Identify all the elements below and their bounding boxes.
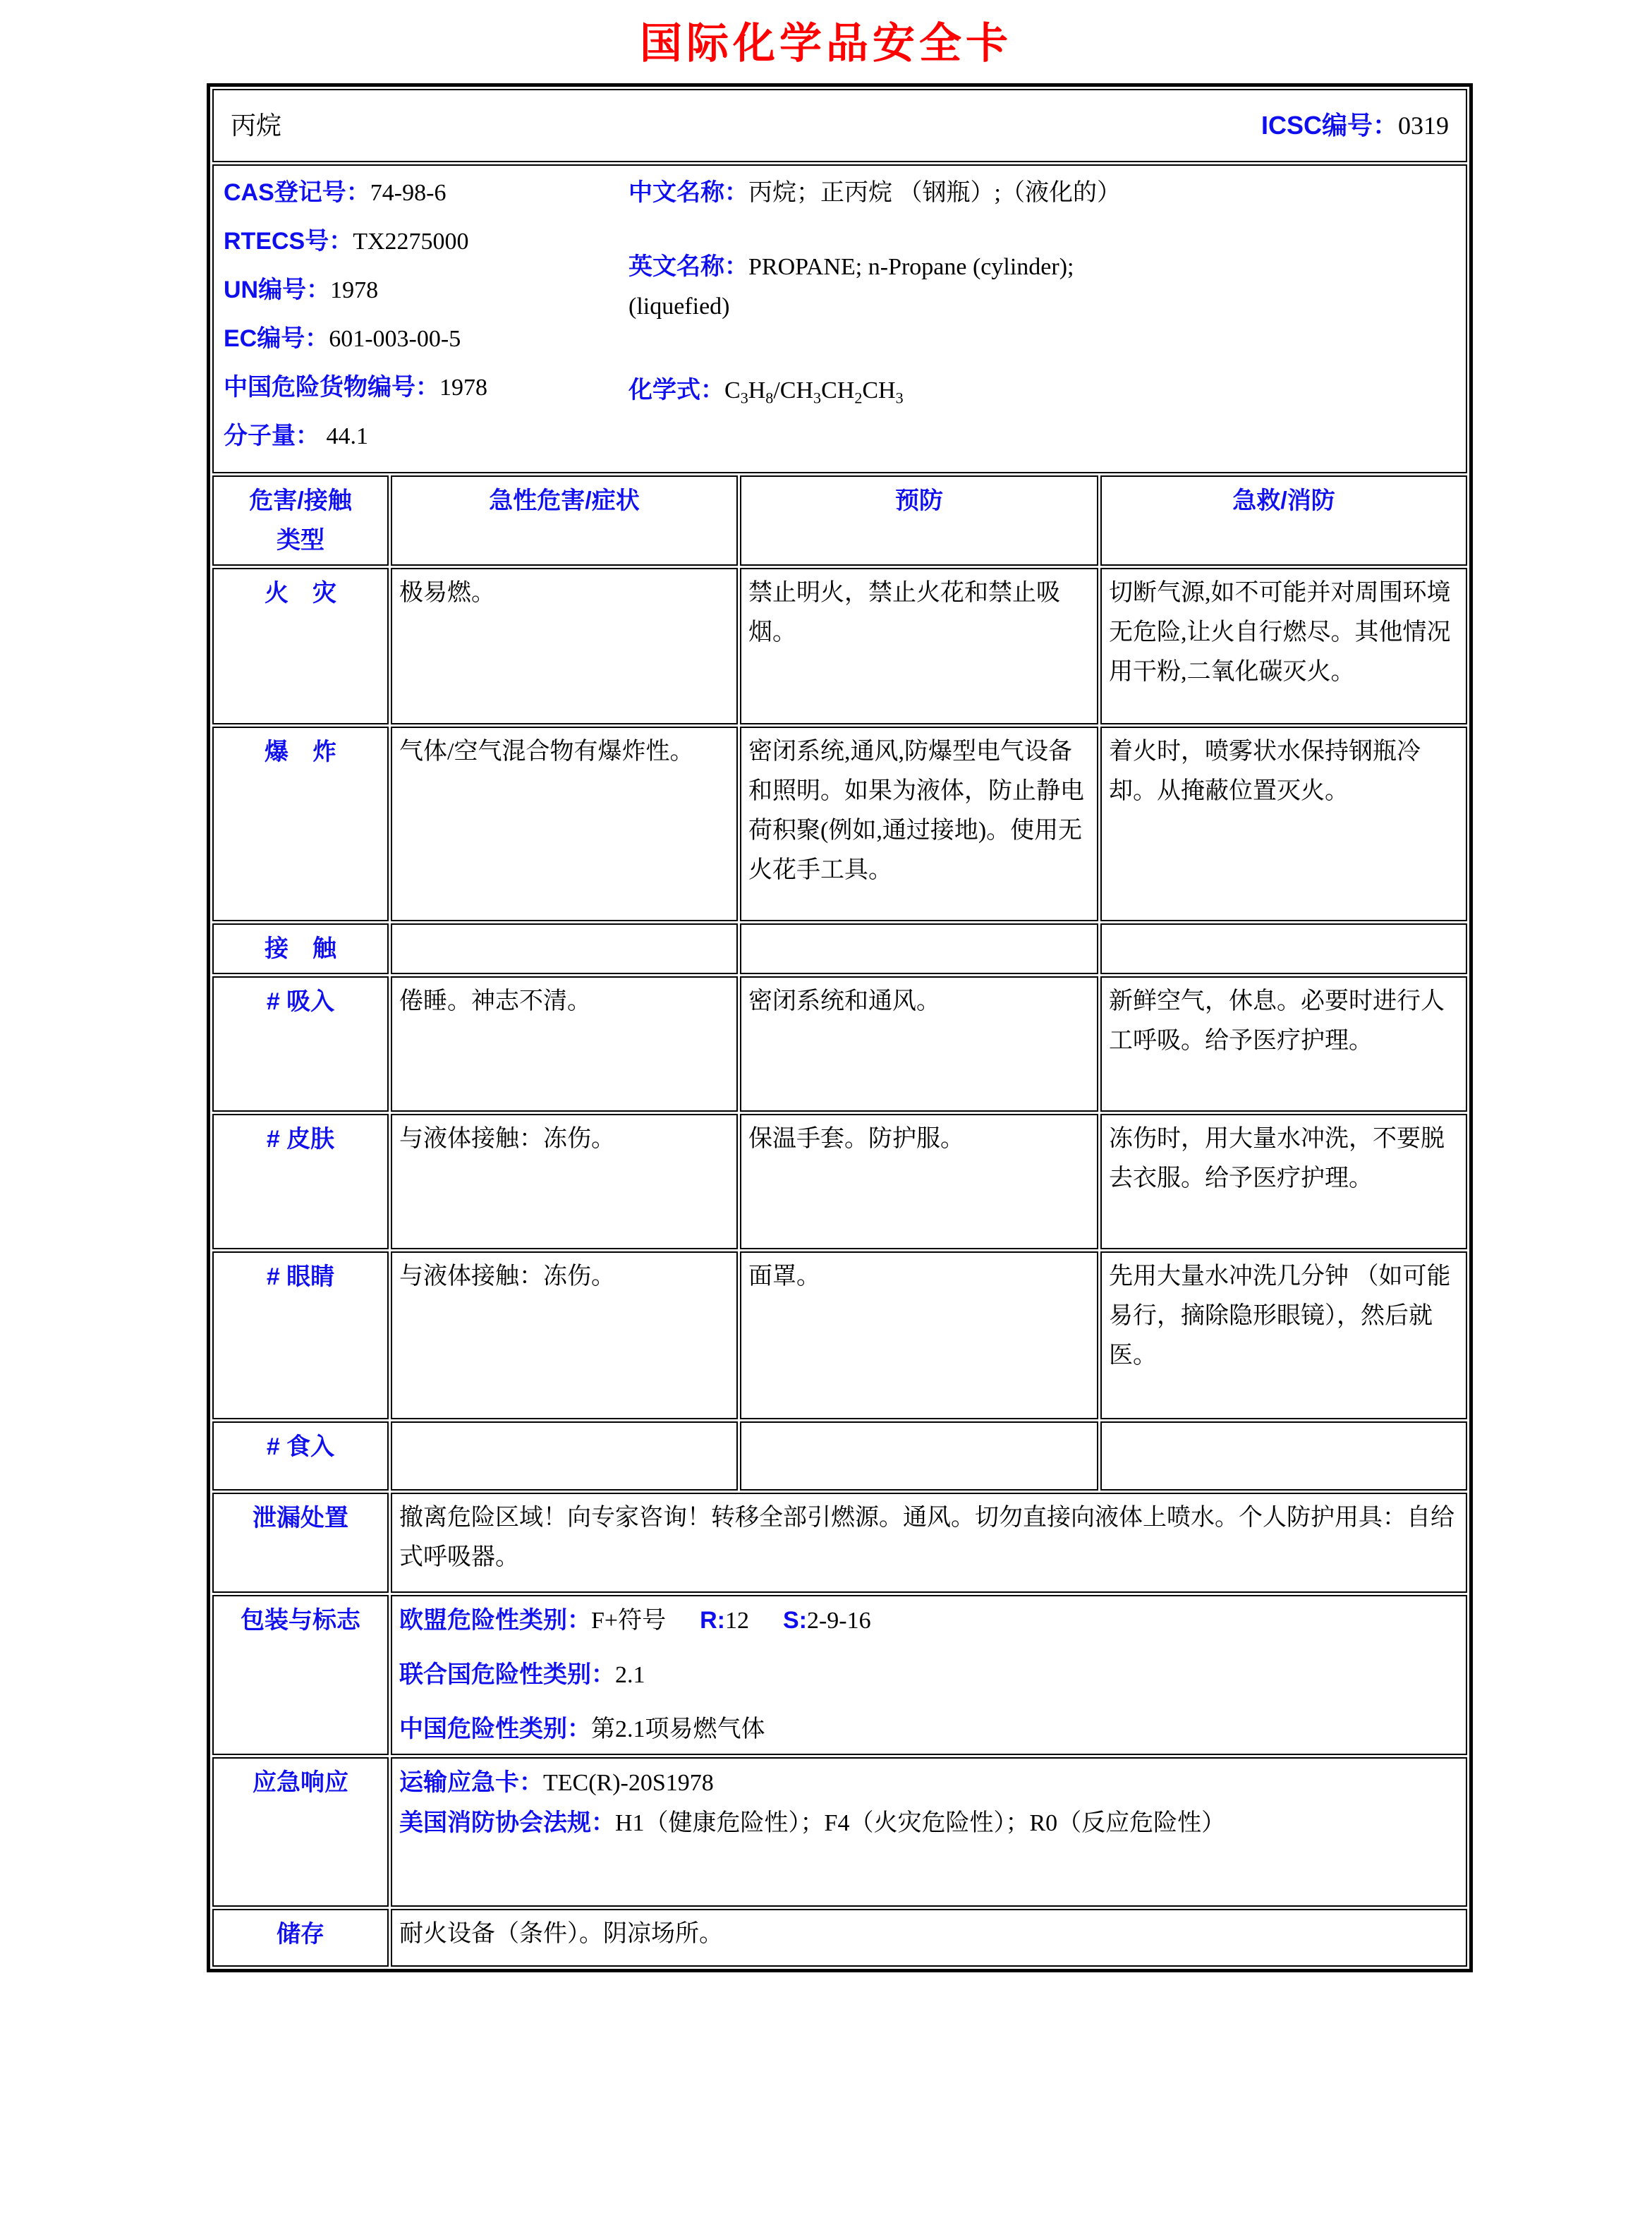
explosion-aid-cell: 着火时，喷雾状水保持钢瓶冷却。从掩蔽位置灭火。	[1100, 727, 1467, 921]
ingestion-prevention-cell	[740, 1421, 1098, 1491]
explosion-symptoms-cell: 气体/空气混合物有爆炸性。	[391, 727, 738, 921]
eyes-aid-cell: 先用大量水冲洗几分钟 （如可能易行，摘除隐形眼镜），然后就医。	[1100, 1251, 1467, 1419]
inhalation-row-label: # 吸入	[212, 976, 389, 1112]
contact-symptoms-cell	[391, 923, 738, 974]
icsc-number-value: 0319	[1398, 111, 1450, 140]
ingestion-aid-cell	[1100, 1421, 1467, 1491]
molecular-weight: 分子量： 44.1	[224, 423, 368, 449]
explosion-row-label: 爆 炸	[212, 727, 389, 921]
header-acute-hazards: 急性危害/症状	[391, 475, 738, 566]
fire-prevention-cell: 禁止明火，禁止火花和禁止吸烟。	[740, 568, 1098, 724]
english-name-cont: (liquefied)	[628, 293, 730, 320]
icsc-number-label: ICSC编号：	[1261, 111, 1399, 140]
identifier-list	[224, 173, 619, 465]
storage-row	[212, 1909, 1467, 1967]
skin-row-label: # 皮肤	[212, 1114, 389, 1249]
contact-prevention-cell	[740, 923, 1098, 974]
packaging-row	[212, 1595, 1467, 1755]
nfpa-code-line: 美国消防协会法规：H1（健康危险性）；F4（火灾危险性）；R0（反应危险性）	[399, 1809, 1226, 1836]
skin-prevention-cell: 保温手套。防护服。	[740, 1114, 1098, 1249]
fire-row	[212, 568, 1467, 724]
emergency-text-cell	[391, 1757, 1467, 1907]
contact-row-label: 接 触	[212, 923, 389, 974]
un-number: UN编号：1978	[224, 277, 379, 303]
ingestion-symptoms-cell	[391, 1421, 738, 1491]
header-first-aid-fire: 急救/消防	[1100, 475, 1467, 566]
skin-row	[212, 1114, 1467, 1249]
icsc-number	[1261, 106, 1449, 145]
name-list	[619, 173, 1456, 465]
substance-header-row	[212, 89, 1467, 162]
eyes-prevention-cell: 面罩。	[740, 1251, 1098, 1419]
packaging-text-cell	[391, 1595, 1467, 1755]
fire-row-label: 火 灾	[212, 568, 389, 724]
column-header-row	[212, 475, 1467, 566]
fire-symptoms-cell: 极易燃。	[391, 568, 738, 724]
ec-number: EC编号：601-003-00-5	[224, 325, 461, 352]
eyes-row-label: # 眼睛	[212, 1251, 389, 1419]
emergency-row-label: 应急响应	[212, 1757, 389, 1907]
substance-name: 丙烷	[231, 111, 282, 140]
inhalation-row	[212, 976, 1467, 1112]
contact-aid-cell	[1100, 923, 1467, 974]
explosion-prevention-cell: 密闭系统,通风,防爆型电气设备和照明。如果为液体，防止静电荷积聚(例如,通过接地)。使用无火花手工具。	[740, 727, 1098, 921]
explosion-row	[212, 727, 1467, 921]
contact-row	[212, 923, 1467, 974]
eyes-row	[212, 1251, 1467, 1419]
storage-text-cell: 耐火设备（条件）。阴凉场所。	[391, 1909, 1467, 1967]
header-prevention: 预防	[740, 475, 1098, 566]
ingestion-row	[212, 1421, 1467, 1491]
skin-symptoms-cell: 与液体接触：冻伤。	[391, 1114, 738, 1249]
identifiers-row	[212, 164, 1467, 473]
storage-row-label: 储存	[212, 1909, 389, 1967]
icsc-card-table	[207, 83, 1473, 1972]
eu-hazard-class-line: 欧盟危险性类别：F+符号 R:12 S:2-9-16	[399, 1607, 871, 1634]
identifiers-cell	[212, 164, 1467, 473]
emergency-row	[212, 1757, 1467, 1907]
un-hazard-class-line: 联合国危险性类别：2.1	[399, 1661, 645, 1688]
spill-text-cell: 撤离危险区域！向专家咨询！转移全部引燃源。通风。切勿直接向液体上喷水。个人防护用具：自给式呼吸器。	[391, 1493, 1467, 1593]
cas-number: CAS登记号：74-98-6	[224, 179, 447, 206]
rtecs-number: RTECS号：TX2275000	[224, 228, 469, 255]
ingestion-row-label: # 食入	[212, 1421, 389, 1491]
packaging-row-label: 包装与标志	[212, 1595, 389, 1755]
fire-aid-cell: 切断气源,如不可能并对周围环境无危险,让火自行燃尽。其他情况用干粉,二氧化碳灭火。	[1100, 568, 1467, 724]
transport-emergency-card-line: 运输应急卡：TEC(R)-20S1978	[399, 1769, 714, 1796]
inhalation-prevention-cell: 密闭系统和通风。	[740, 976, 1098, 1112]
english-name: 英文名称：PROPANE; n-Propane (cylinder); (liquefied)	[628, 253, 1074, 320]
skin-aid-cell: 冻伤时，用大量水冲洗，不要脱去衣服。给予医疗护理。	[1100, 1114, 1467, 1249]
spill-row	[212, 1493, 1467, 1593]
page-title: 国际化学品安全卡	[640, 20, 1012, 67]
eyes-symptoms-cell: 与液体接触：冻伤。	[391, 1251, 738, 1419]
header-hazard-type: 危害/接触 类型	[212, 475, 389, 566]
chemical-formula: 化学式：$C_3H_8/CH_3CH_2CH_3$	[628, 377, 904, 407]
chinese-name: 中文名称：丙烷；正丙烷 （钢瓶）;（液化的）	[628, 179, 1121, 206]
china-dangerous-goods-number: 中国危险货物编号：1978	[224, 374, 487, 401]
spill-row-label: 泄漏处置	[212, 1493, 389, 1593]
inhalation-aid-cell: 新鲜空气，休息。必要时进行人工呼吸。给予医疗护理。	[1100, 976, 1467, 1112]
substance-header-cell	[212, 89, 1467, 162]
inhalation-symptoms-cell: 倦睡。神志不清。	[391, 976, 738, 1112]
china-hazard-class-line: 中国危险性类别：第2.1项易燃气体	[399, 1716, 765, 1742]
